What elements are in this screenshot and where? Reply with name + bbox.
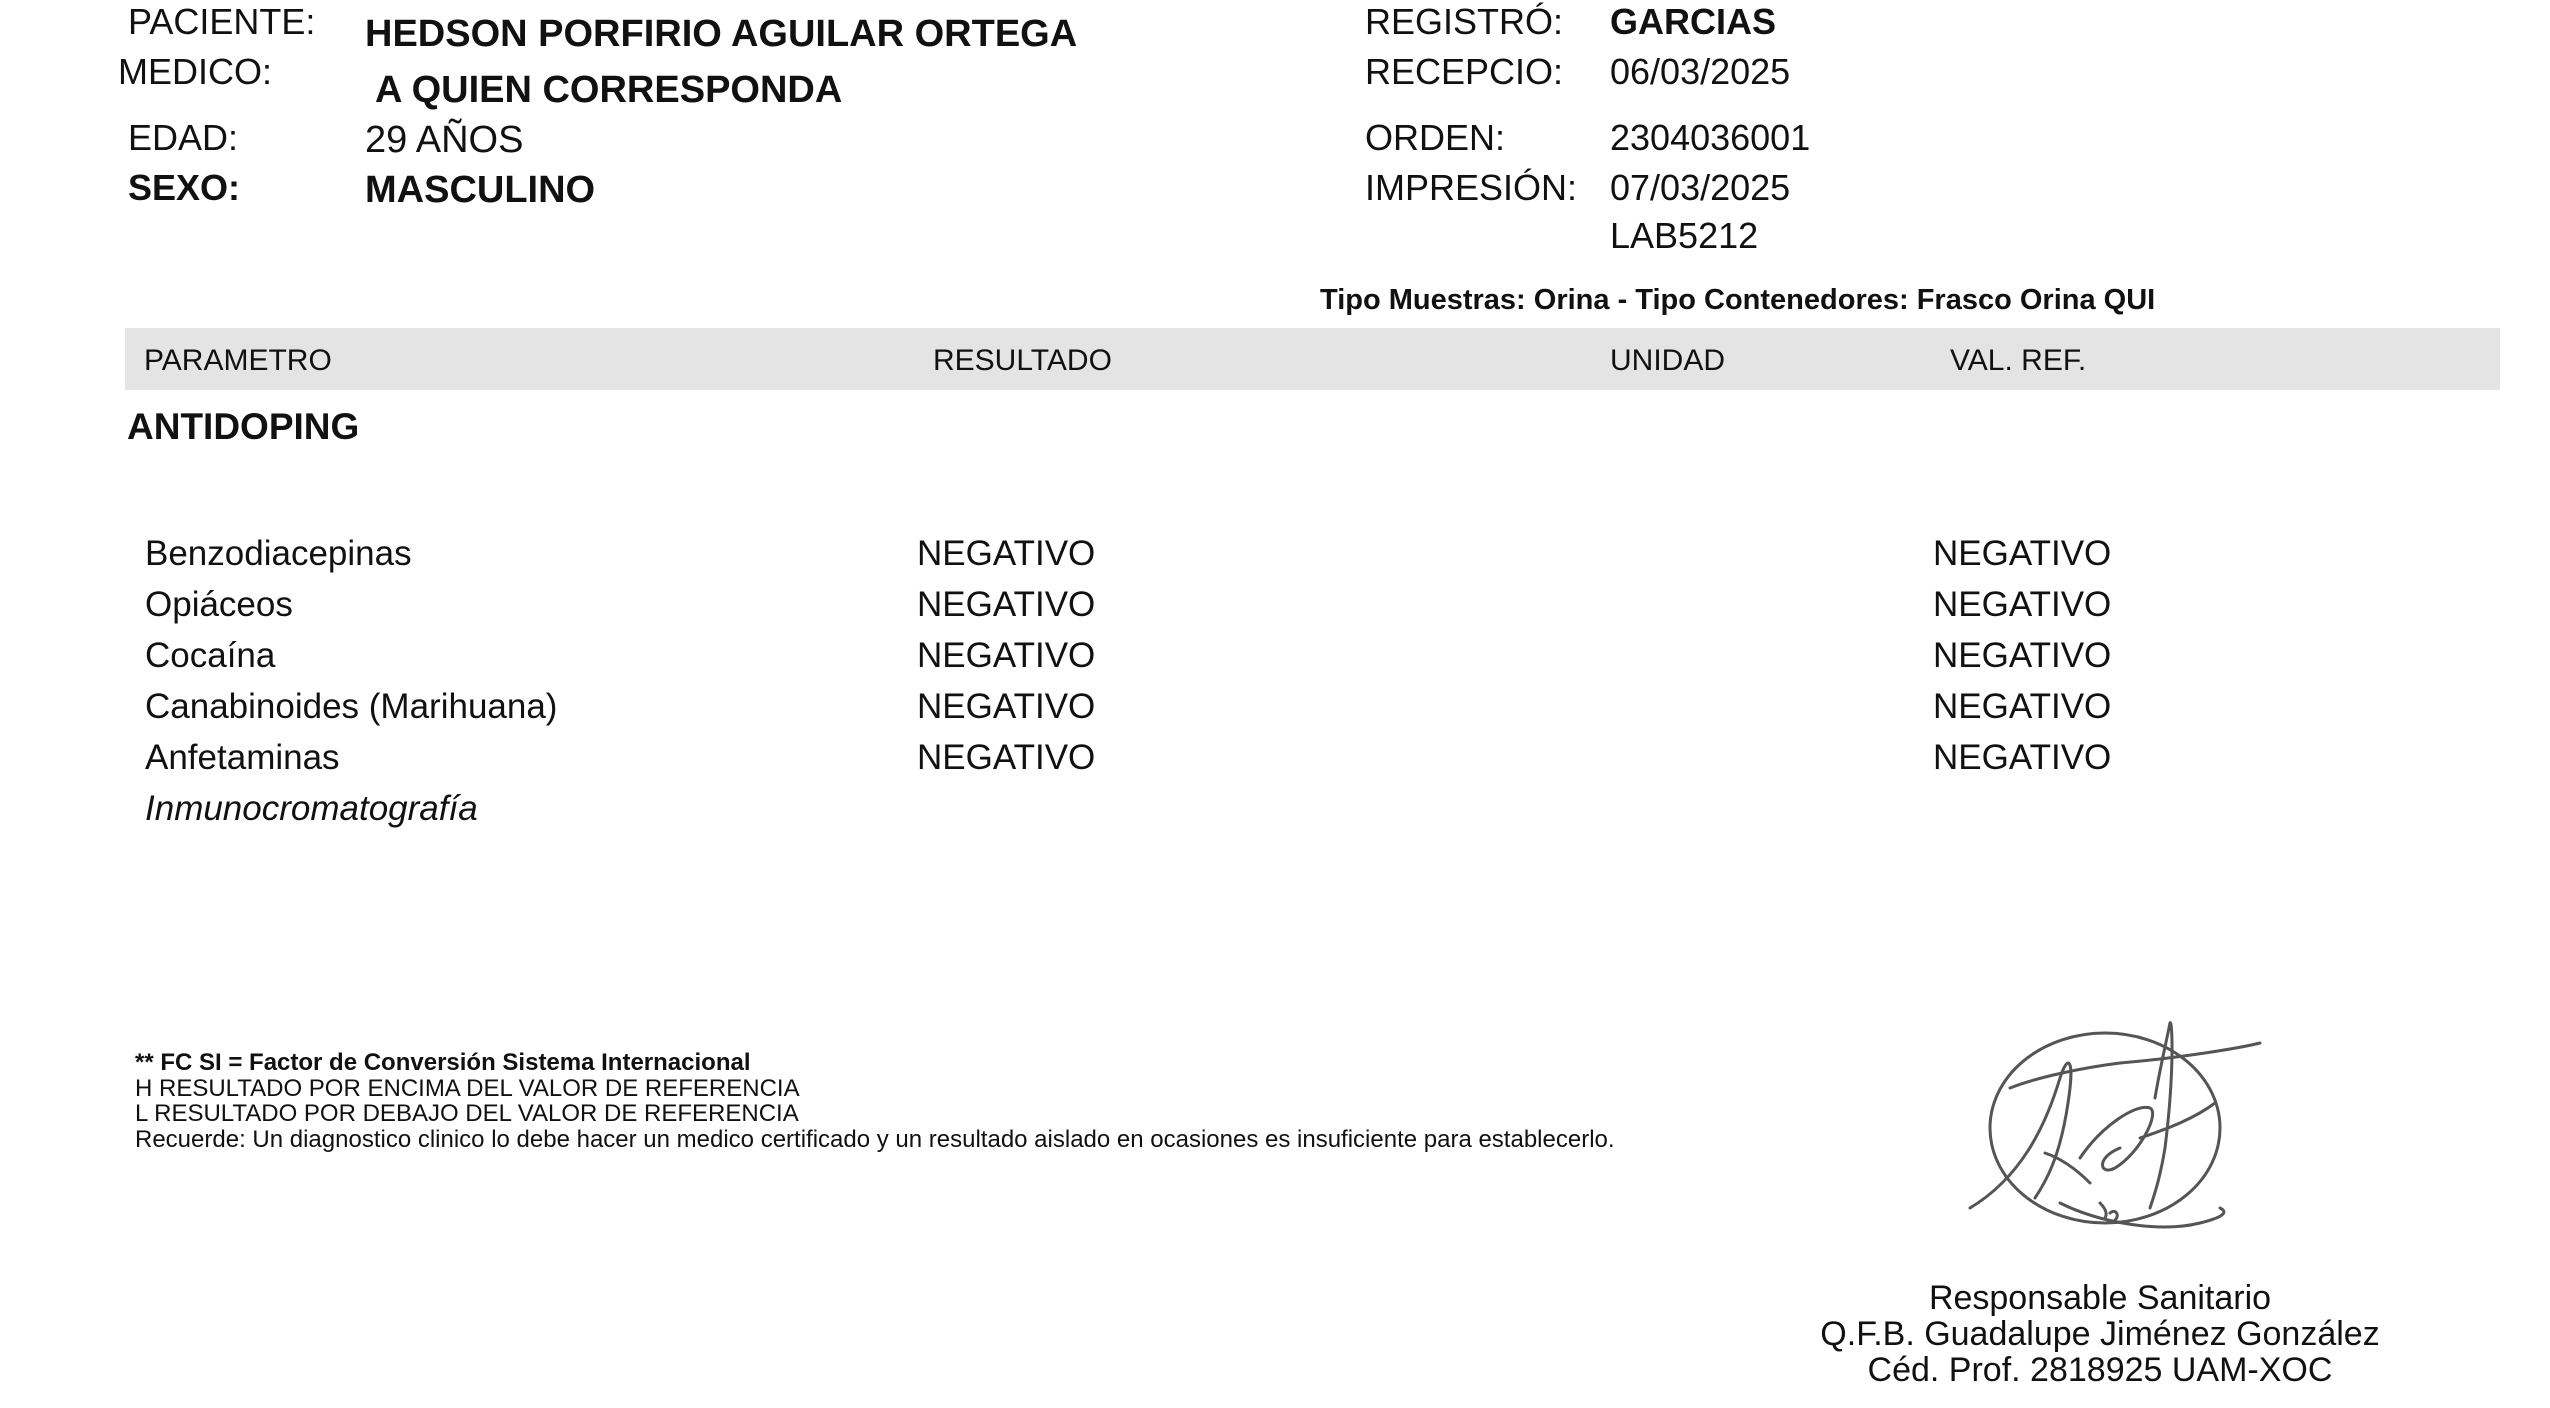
impresion-label: IMPRESIÓN: xyxy=(1365,167,1578,208)
footnotes xyxy=(135,1050,1615,1152)
header-parametro: PARAMETRO xyxy=(144,344,332,377)
lab-code: LAB5212 xyxy=(1610,215,1759,256)
footnote-reminder: Recuerde: Un diagnostico clinico lo debe hacer un medico certificado y un resultado aislado en ocasiones es insuficiente para establecerlo. xyxy=(135,1125,1615,1153)
row-resultado: NEGATIVO xyxy=(917,534,1096,573)
sexo-value: MASCULINO xyxy=(365,169,596,211)
row-val-ref: NEGATIVO xyxy=(1933,738,2112,777)
registro-label: REGISTRÓ: xyxy=(1365,1,1564,42)
header-resultado: RESULTADO xyxy=(933,344,1112,377)
recepcio-label: RECEPCIO: xyxy=(1365,51,1564,92)
row-parametro: Benzodiacepinas xyxy=(145,534,412,573)
responsible-block xyxy=(1700,1280,2500,1388)
orden-value: 2304036001 xyxy=(1610,117,1811,158)
paciente-label: PACIENTE: xyxy=(128,1,316,42)
orden-label: ORDEN: xyxy=(1365,117,1506,158)
recepcio-value: 06/03/2025 xyxy=(1610,51,1791,92)
table-header xyxy=(125,328,2500,390)
method-note: Inmunocromatografía xyxy=(145,789,478,828)
row-resultado: NEGATIVO xyxy=(917,585,1096,624)
row-parametro: Opiáceos xyxy=(145,585,293,624)
edad-value: 29 AÑOS xyxy=(365,119,524,161)
edad-label: EDAD: xyxy=(128,117,239,158)
paciente-name: HEDSON PORFIRIO AGUILAR ORTEGA xyxy=(365,13,1078,55)
header-val-ref: VAL. REF. xyxy=(1950,344,2087,377)
row-val-ref: NEGATIVO xyxy=(1933,636,2112,675)
impresion-value: 07/03/2025 xyxy=(1610,167,1791,208)
header-unidad: UNIDAD xyxy=(1610,344,1726,377)
responsible-title: Responsable Sanitario xyxy=(1928,1279,2272,1317)
section-title: ANTIDOPING xyxy=(127,406,360,447)
footnote-h: H RESULTADO POR ENCIMA DEL VALOR DE REFERENCIA xyxy=(135,1074,800,1102)
medico-name: A QUIEN CORRESPONDA xyxy=(375,69,843,111)
row-val-ref: NEGATIVO xyxy=(1933,585,2112,624)
medico-label: MEDICO: xyxy=(118,51,273,92)
responsible-cedula: Céd. Prof. 2818925 UAM-XOC xyxy=(1867,1351,2333,1389)
footnote-fc-si: ** FC SI = Factor de Conversión Sistema Internacional xyxy=(135,1049,751,1076)
row-val-ref: NEGATIVO xyxy=(1933,534,2112,573)
row-resultado: NEGATIVO xyxy=(917,636,1096,675)
sexo-label: SEXO: xyxy=(128,167,241,208)
footnote-l: L RESULTADO POR DEBAJO DEL VALOR DE REFERENCIA xyxy=(135,1100,799,1127)
row-parametro: Cocaína xyxy=(145,636,276,675)
row-parametro: Anfetaminas xyxy=(145,738,340,777)
signature-image xyxy=(1950,1008,2270,1258)
registro-value: GARCIAS xyxy=(1610,1,1777,42)
row-parametro: Canabinoides (Marihuana) xyxy=(145,687,558,726)
row-resultado: NEGATIVO xyxy=(917,738,1096,777)
row-val-ref: NEGATIVO xyxy=(1933,687,2112,726)
responsible-name: Q.F.B. Guadalupe Jiménez González xyxy=(1820,1315,2380,1353)
row-resultado: NEGATIVO xyxy=(917,687,1096,726)
sample-info: Tipo Muestras: Orina - Tipo Contenedores: Frasco Orina QUI xyxy=(1320,284,2156,316)
